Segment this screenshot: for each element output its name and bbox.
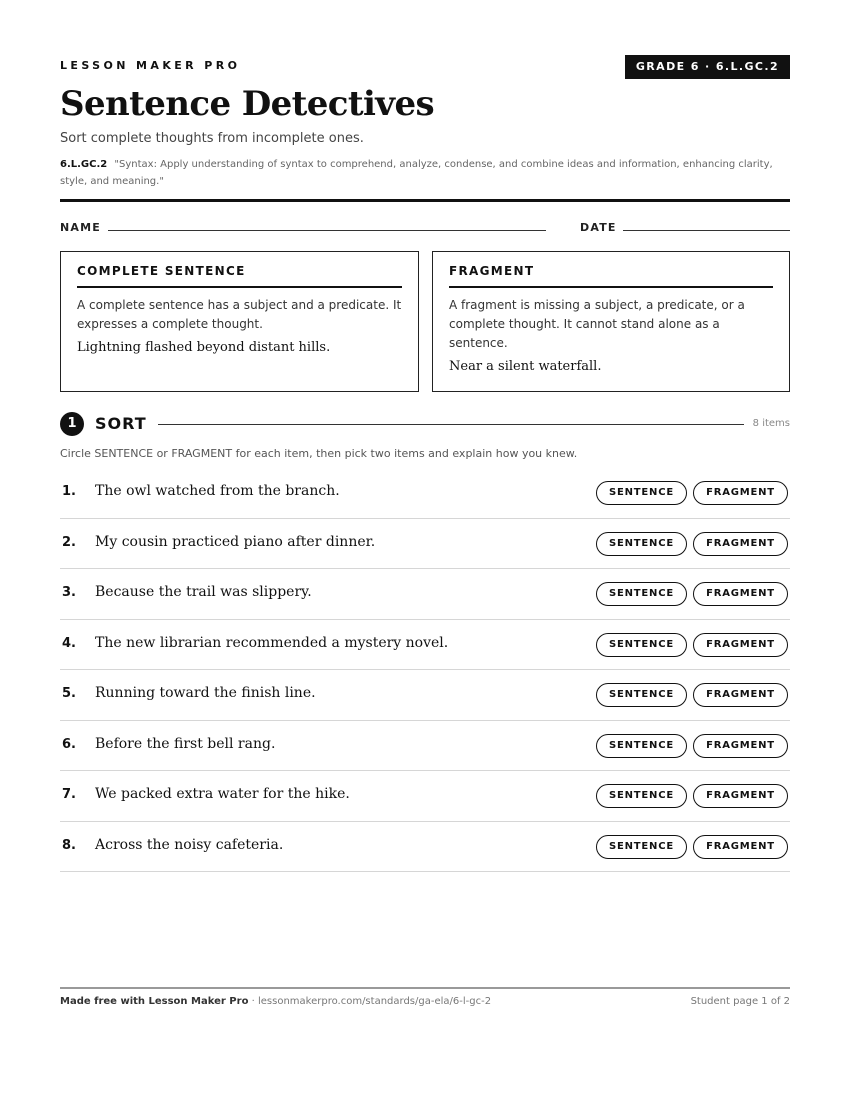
list-item [60, 569, 790, 620]
fragment-choice-button[interactable]: FRAGMENT [693, 835, 788, 859]
standard-code: 6.L.GC.2 [60, 159, 108, 170]
fragment-choice-button[interactable]: FRAGMENT [693, 683, 788, 707]
list-item [60, 620, 790, 671]
sentence-choice-button[interactable]: SENTENCE [596, 532, 687, 556]
standard-text: "Syntax: Apply understanding of syntax to comprehend, analyze, condense, and combine ideas and information, enhancing clarity, style, and meaning." [60, 159, 773, 187]
fragment-box [432, 251, 790, 392]
item-number: 5. [62, 686, 76, 701]
step-number-badge: 1 [60, 412, 84, 436]
sentence-choice-button[interactable]: SENTENCE [596, 734, 687, 758]
item-text: The owl watched from the branch. [95, 483, 340, 499]
list-item [60, 721, 790, 772]
footer-page-number: Student page 1 of 2 [690, 996, 790, 1007]
standard-description [60, 156, 790, 190]
footer-made-with: Made free with Lesson Maker Pro [60, 996, 249, 1007]
complete-sentence-heading: COMPLETE SENTENCE [77, 264, 402, 288]
complete-sentence-box [60, 251, 419, 392]
item-text: We packed extra water for the hike. [95, 786, 350, 802]
fragment-heading: FRAGMENT [449, 264, 773, 288]
name-label: NAME [60, 221, 101, 234]
list-item [60, 670, 790, 721]
item-number: 6. [62, 736, 76, 752]
item-text: Across the noisy cafeteria. [95, 836, 284, 853]
item-list [60, 468, 790, 872]
fragment-choice-button[interactable]: FRAGMENT [693, 582, 788, 606]
item-number: 7. [62, 787, 76, 802]
name-field[interactable] [108, 230, 546, 231]
fragment-example: Near a silent waterfall. [449, 359, 602, 374]
date-label: DATE [580, 221, 617, 234]
complete-sentence-example: Lightning flashed beyond distant hills. [77, 340, 331, 355]
section-divider [158, 424, 744, 425]
footer-credit [60, 996, 491, 1007]
item-text: Because the trail was slippery. [95, 584, 312, 600]
fragment-choice-button[interactable]: FRAGMENT [693, 633, 788, 657]
date-field[interactable] [623, 230, 790, 231]
item-number: 3. [62, 585, 76, 600]
list-item [60, 822, 790, 873]
fragment-choice-button[interactable]: FRAGMENT [693, 734, 788, 758]
sentence-choice-button[interactable]: SENTENCE [596, 481, 687, 505]
page-title: Sentence Detectives [60, 84, 435, 124]
sentence-choice-button[interactable]: SENTENCE [596, 683, 687, 707]
item-number: 4. [62, 635, 76, 651]
sort-section-header [60, 412, 790, 436]
item-text: The new librarian recommended a mystery novel. [95, 634, 449, 651]
sentence-choice-button[interactable]: SENTENCE [596, 835, 687, 859]
page-subtitle: Sort complete thoughts from incomplete ones. [60, 131, 364, 146]
footer-url: · lessonmakerpro.com/standards/ga-ela/6-l-gc-2 [248, 996, 492, 1007]
sort-instructions: Circle SENTENCE or FRAGMENT for each item, then pick two items and explain how you knew. [60, 447, 578, 460]
sentence-choice-button[interactable]: SENTENCE [596, 633, 687, 657]
complete-sentence-description: A complete sentence has a subject and a predicate. It expresses a complete thought. [77, 298, 402, 331]
brand-name: LESSON MAKER PRO [60, 59, 241, 72]
item-text: Before the first bell rang. [95, 735, 276, 752]
fragment-description: A fragment is missing a subject, a predicate, or a complete thought. It cannot stand alone as a sentence. [449, 298, 745, 350]
header-divider [60, 199, 790, 202]
item-text: Running toward the finish line. [95, 685, 316, 701]
header-top-row [60, 55, 790, 79]
grade-badge: GRADE 6 · 6.L.GC.2 [625, 55, 790, 79]
section-title: SORT [95, 414, 147, 433]
worksheet-page [60, 0, 790, 1100]
fragment-choice-button[interactable]: FRAGMENT [693, 532, 788, 556]
item-number: 1. [62, 484, 76, 499]
footer-divider [60, 987, 790, 989]
list-item [60, 771, 790, 822]
name-date-row [60, 219, 790, 235]
list-item [60, 468, 790, 519]
item-number: 8. [62, 837, 76, 853]
item-text: My cousin practiced piano after dinner. [95, 533, 376, 550]
sentence-choice-button[interactable]: SENTENCE [596, 582, 687, 606]
sentence-choice-button[interactable]: SENTENCE [596, 784, 687, 808]
fragment-choice-button[interactable]: FRAGMENT [693, 784, 788, 808]
fragment-choice-button[interactable]: FRAGMENT [693, 481, 788, 505]
list-item [60, 519, 790, 570]
item-number: 2. [62, 534, 76, 550]
item-count: 8 items [752, 418, 790, 429]
